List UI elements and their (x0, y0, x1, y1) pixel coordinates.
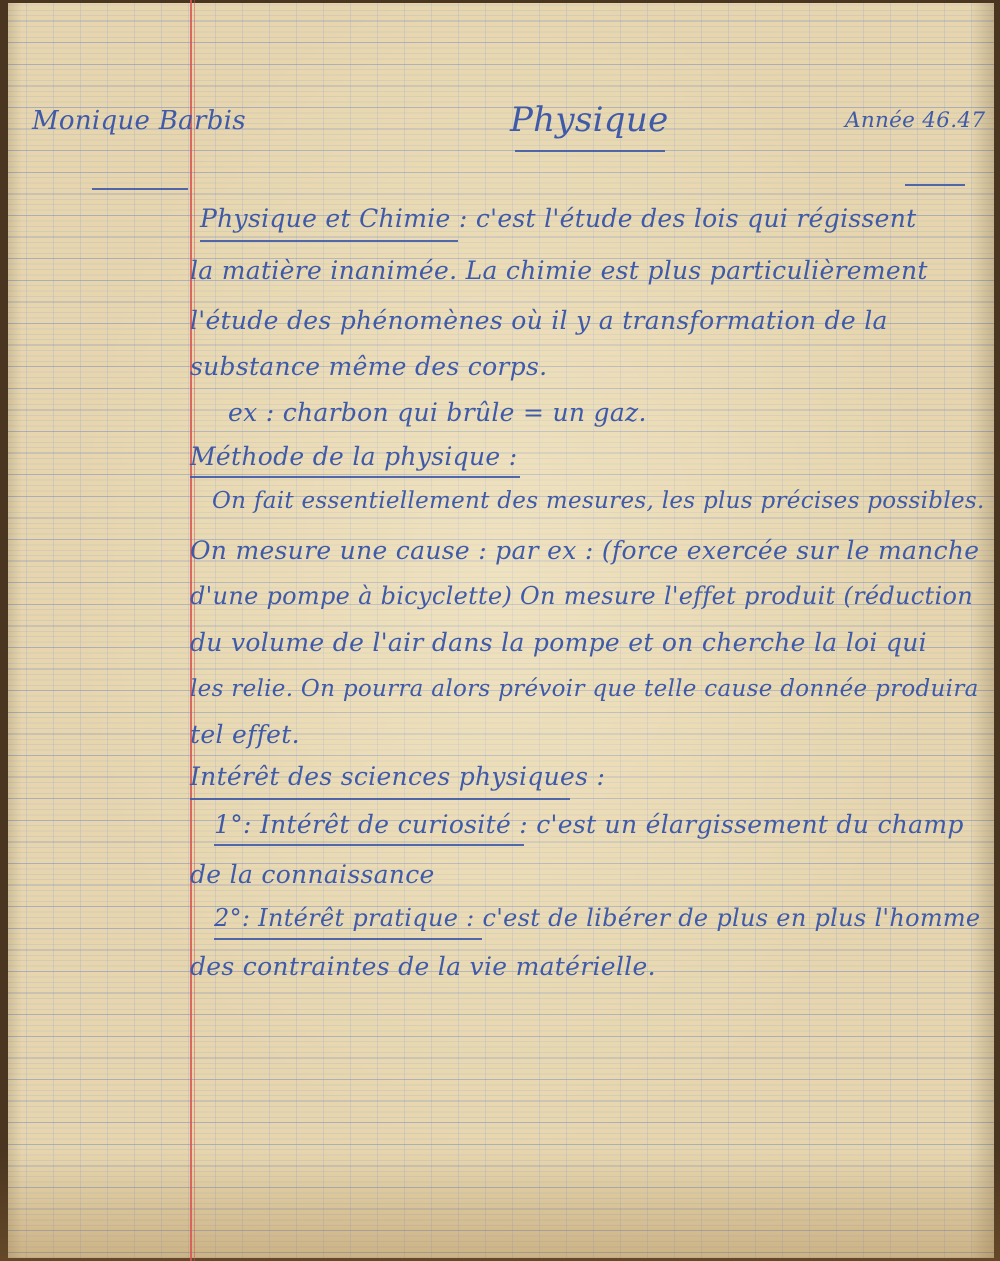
section-heading: Intérêt des sciences physiques : (190, 762, 606, 791)
header-rule-left (92, 188, 188, 190)
heading-underline (190, 798, 570, 800)
text-line: l'étude des phénomènes où il y a transformation de la (190, 306, 888, 335)
text-line: tel effet. (190, 720, 300, 749)
heading-underline (214, 844, 524, 846)
header-rule-right (905, 184, 965, 186)
section-heading: Méthode de la physique : (190, 442, 518, 471)
student-name: Monique Barbis (32, 106, 246, 136)
text-line: On fait essentiellement des mesures, les plus précises possibles. (212, 488, 985, 514)
age-stain (0, 1150, 1000, 1261)
text-line: les relie. On pourra alors prévoir que telle cause donnée produira (190, 676, 979, 702)
page-title: Physique (510, 100, 669, 140)
text-line: On mesure une cause : par ex : (force exercée sur le manche (190, 536, 980, 565)
heading-underline (214, 938, 482, 940)
text-line: 2°: Intérêt pratique : c'est de libérer de plus en plus l'homme (214, 904, 981, 932)
text-line: ex : charbon qui brûle = un gaz. (228, 398, 647, 427)
heading-underline (200, 240, 458, 242)
text-line: des contraintes de la vie matérielle. (190, 952, 656, 981)
page-edge-right (994, 0, 1000, 1261)
text-line: 1°: Intérêt de curiosité : c'est un élargissement du champ (214, 810, 964, 839)
text-line: Physique et Chimie : c'est l'étude des lois qui régissent (200, 204, 917, 233)
text-line: de la connaissance (190, 860, 435, 889)
page-edge-left (0, 0, 8, 1261)
heading-underline (190, 476, 520, 478)
text-line: du volume de l'air dans la pompe et on cherche la loi qui (190, 628, 927, 657)
text-line: substance même des corps. (190, 352, 548, 381)
school-year: Année 46.47 (845, 108, 986, 133)
page-edge-top (0, 0, 1000, 3)
text-line: d'une pompe à bicyclette) On mesure l'effet produit (réduction (190, 582, 973, 610)
text-line: la matière inanimée. La chimie est plus particulièrement (190, 256, 928, 285)
title-underline (515, 150, 665, 152)
